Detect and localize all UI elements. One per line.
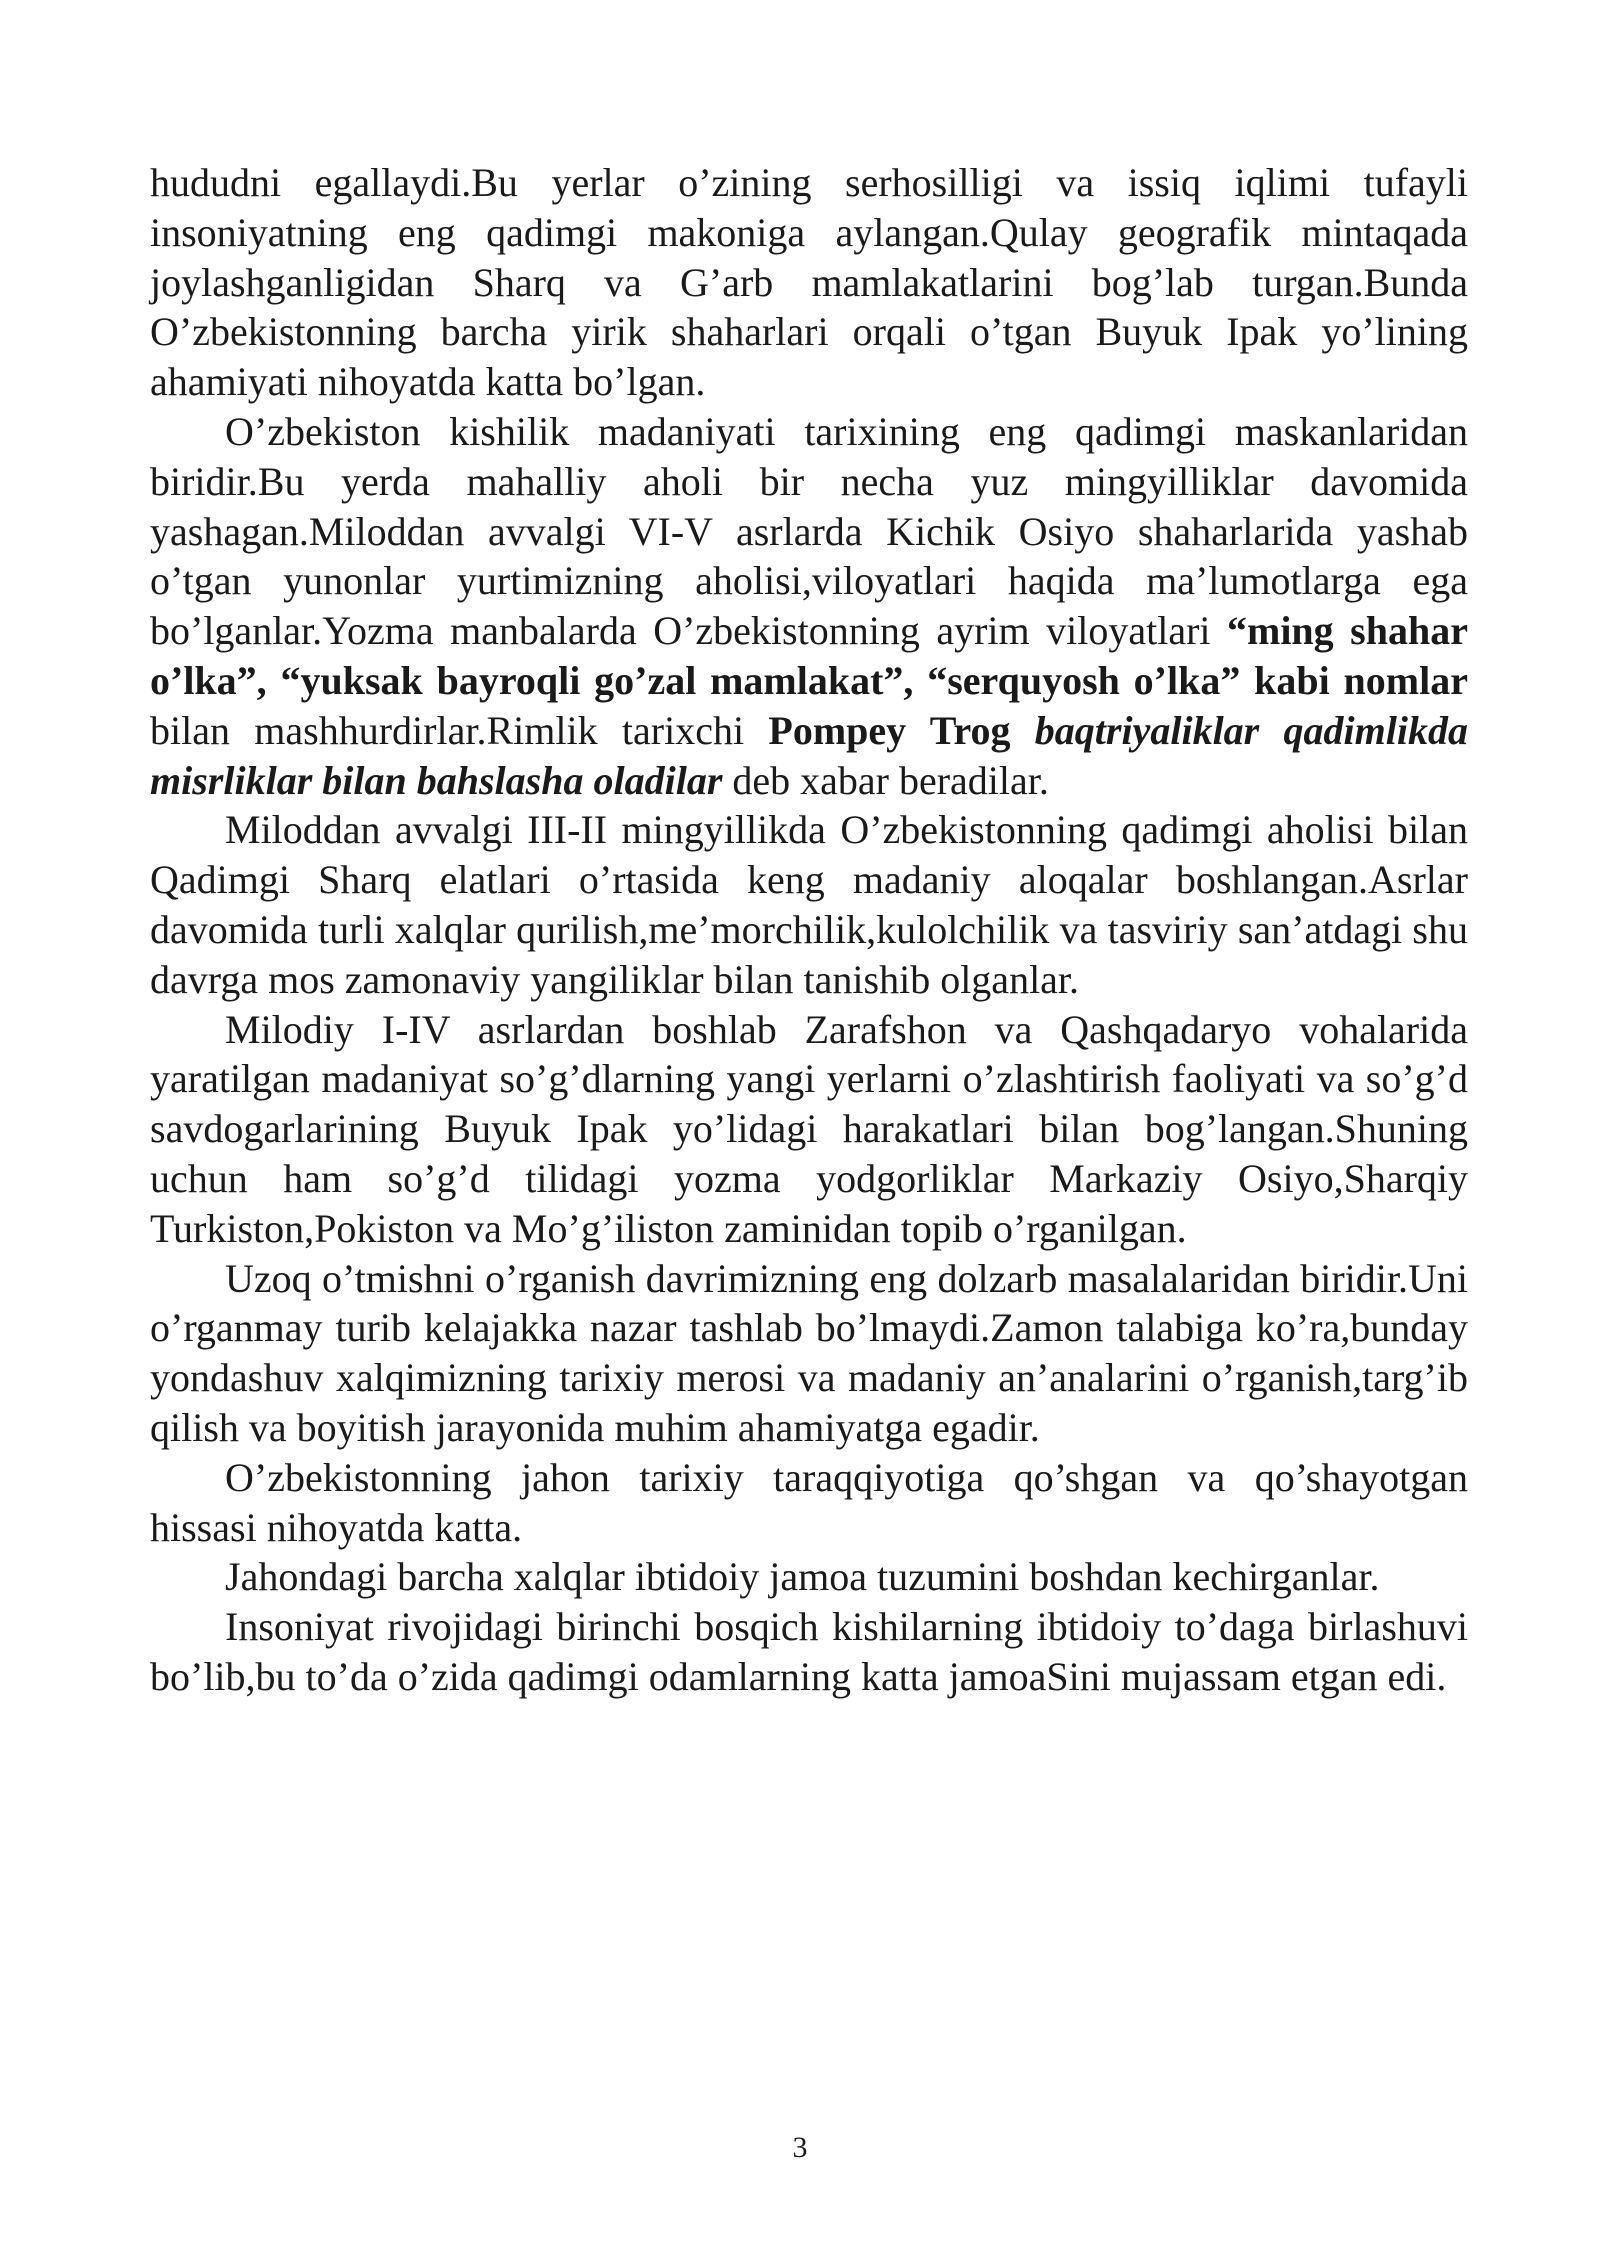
text-run: hududni egallaydi.Bu yerlar o’zining serhosilligi va issiq iqlimi tufayli insoniyatning eng qadimgi makoniga aylangan.Qulay geografik mintaqada joylashganligidan Sharq va G’arb mamlakatlarini bog’lab turgan.Bunda O’zbekistonning barcha yirik shaharlari orqali o’tgan Buyuk Ipak yo’lining ahamiyati nihoyatda katta bo’lgan. <box>150 160 1468 405</box>
text-run: Milodiy I-IV asrlardan boshlab Zarafshon va Qashqadaryo vohalarida yaratilgan madaniyat so’g’dlarning yangi yerlarni o’zlashtirish faoliyati va so’g’d savdogarlarining Buyuk Ipak yo’lidagi harakatlari bilan bog’langan.Shuning uchun ham so’g’d tilidagi yozma yodgorliklar Markaziy Osiyo,Sharqiy Turkiston,Pokiston va Mo’g’iliston zaminidan topib o’rganilgan. <box>150 1006 1468 1251</box>
paragraph <box>150 1005 1468 1254</box>
page-body <box>150 158 1468 1702</box>
text-run: Miloddan avvalgi III-II mingyillikda O’zbekistonning qadimgi aholisi bilan Qadimgi Sharq elatlari o’rtasida keng madaniy aloqalar boshlangan.Asrlar davomida turli xalqlar qurilish,me’morchilik,kulolchilik va tasviriy san’atdagi shu davrga mos zamonaviy yangiliklar bilan tanishib olganlar. <box>150 807 1468 1002</box>
text-run: deb xabar beradilar. <box>722 757 1049 803</box>
paragraph <box>150 1254 1468 1453</box>
paragraph <box>150 158 1468 407</box>
text-run: O’zbekistonning jahon tarixiy taraqqiyotiga qo’shgan va qo’shayotgan hissasi nihoyatda katta. <box>150 1454 1468 1550</box>
paragraph <box>150 1453 1468 1553</box>
paragraph <box>150 1602 1468 1702</box>
text-run <box>1010 708 1034 753</box>
bold-italic-text: baqtriyaliklar qadimlikda misrliklar bilan bahslasha oladilar <box>150 707 1469 803</box>
page-number: 3 <box>792 2131 808 2164</box>
text-run: Uzoq o’tmishni o’rganish davrimizning eng dolzarb masalalaridan biridir.Uni o’rganmay turib kelajakka nazar tashlab bo’lmaydi.Zamon talabiga ko’ra,bunday yondashuv xalqimizning tarixiy merosi va madaniy an’analarini o’rganish,targ’ib qilish va boyitish jarayonida muhim ahamiyatga egadir. <box>150 1255 1468 1450</box>
text-run: O’zbekiston kishilik madaniyati tarixining eng qadimgi maskanlaridan biridir.Bu yerda mahalliy aholi bir necha yuz mingyilliklar davomida yashagan.Miloddan avvalgi VI-V asrlarda Kichik Osiyo shaharlarida yashab o’tgan yunonlar yurtimizning aholisi,viloyatlari haqida ma’lumotlarga ega bo’lganlar.Yozma manbalarda O’zbekistonning ayrim viloyatlari <box>150 408 1468 654</box>
bold-text: Pompey Trog <box>768 707 1011 753</box>
paragraph <box>150 407 1468 805</box>
bold-text: “ming shahar o’lka”, “yuksak bayroqli go’zal mamlakat”, “serquyosh o’lka” kabi nomlar <box>150 608 1468 703</box>
text-run: Jahondagi barcha xalqlar ibtidoiy jamoa tuzumini boshdan kechirganlar. <box>225 1554 1380 1600</box>
paragraph <box>150 1552 1468 1602</box>
text-run: Insoniyat rivojidagi birinchi bosqich kishilarning ibtidoiy to’daga birlashuvi bo’lib,bu to’da o’zida qadimgi odamlarning katta jamoaSini mujassam etgan edi. <box>150 1604 1468 1699</box>
paragraph <box>150 805 1468 1004</box>
text-run: bilan mashhurdirlar.Rimlik tarixchi <box>150 707 769 753</box>
